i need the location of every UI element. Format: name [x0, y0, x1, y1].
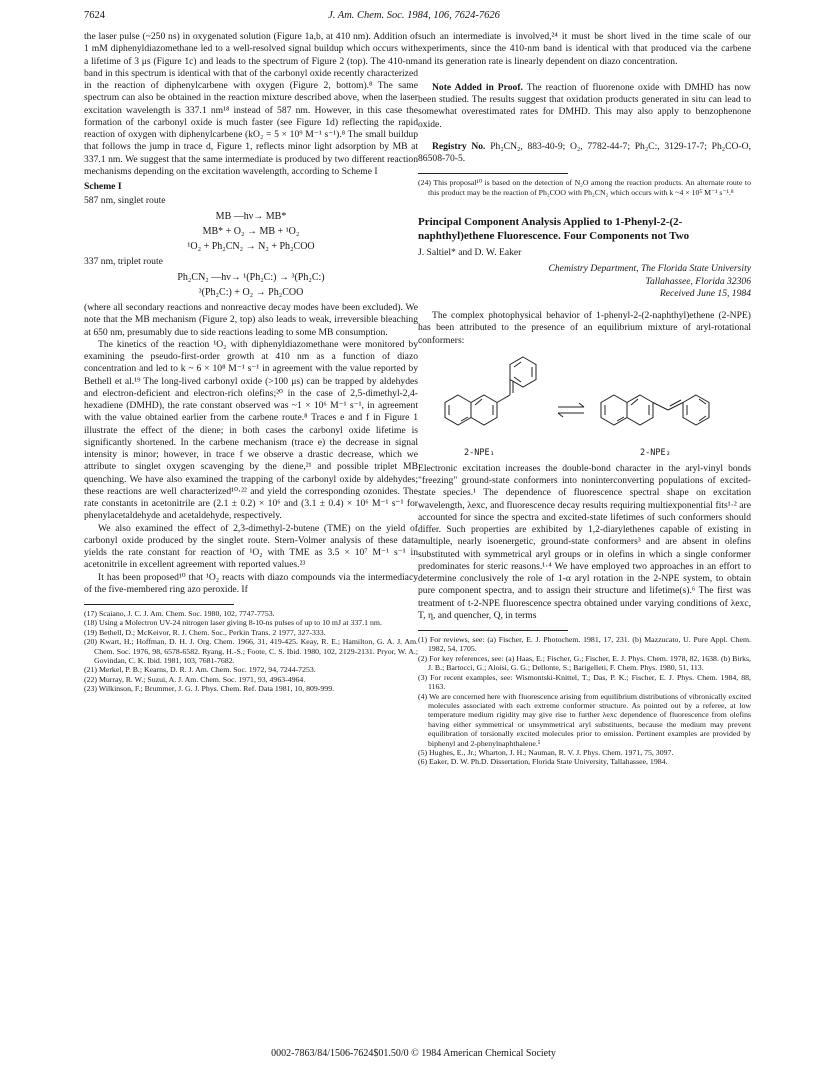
footnote: (21) Merkel, P. B.; Kearns, D. R. J. Am. Chem. Soc. 1972, 94, 7244-7253. — [84, 665, 316, 675]
footnote: (22) Murray, R. W.; Suzui, A. J. Am. Chem. Soc. 1971, 93, 4963-4964. — [84, 674, 306, 684]
paragraph: the laser pulse (~250 ns) in oxygenated solution (Figure 1a,b, at 410 nm). Addition of 1 mM diphenyldiazomethane led to a well-resolved signal buildup which occurs with a lifetime of 3 μs (Figure 1c) and leads to the spectrum of Figure 2 (top). The 410-nm band in this spectrum is identical with that of the carbonyl oxide recently characterized in the reaction of diphenylcarbene with oxygen (Figure 2, bottom).⁸ The same spectrum can also be obtained in the reaction mixture described above, when the laser excitation wavelength is 337.1 nm¹⁸ instead of 587 nm. However, in this case the formation of the carbonyl oxide is much faster (see Figure 1d) reflecting the rapid reaction of oxygen with diphenylcarbene (kO₂ = 5 × 10⁹ M⁻¹ s⁻¹).⁸ The small buildup that follows the jump in trace d, Figure 1, reflects minor light adsorption by MB at 337.1 nm. We suggest that the same intermediate is produced by two different reaction mechanisms depending on the excitation wavelength, according to Scheme I — [84, 31, 418, 177]
received-date: Received June 15, 1984 — [659, 287, 751, 299]
footnote: (20) Kwart, H.; Hoffman, D. H. J. Org. Chem. 1966, 31, 419-425. Keay, R. E.; Hamilton, G. A. J. Am. Chem. Soc. 1976, 98, 6578-6582. Ryang, H.-S.; Foote, C. S. Ibid. 1980, 102, 2129-2131. Pryor, W. A.; Govindan, C. K. Ibid. 1981, 103, 7681-7682. — [84, 637, 418, 666]
footnote: (4) We are concerned here with fluorescence arising from equilibrium distributions of vibronically excited molecules associated with each extreme conformer structure. As pointed out by a referee, at low temperature medium rigidity may give rise to further λexc dependence of fluorescence from olefins having either symmetrical or unsymmetrical aryl substituents, because the medium may prevent equilibration of torsionally excited molecules prior to emission. Pertinent examples are provided by biphenyl and 2-phenylnaphthalene.⁵ — [418, 691, 751, 748]
footnote: (19) Bethell, D.; McKeivor, R. J. Chem. Soc., Perkin Trans. 2 1977, 327-333. — [84, 627, 326, 637]
footnote: (17) Scaiano, J. C. J. Am. Chem. Soc. 1980, 102, 7747-7753. — [84, 609, 275, 618]
footnotes-left — [84, 609, 418, 694]
paragraph: The kinetics of the reaction ¹O₂ with diphenyldiazomethane were monitored by examining the pseudo-first-order growth at 410 nm as a function of diazo concentration and led to k ~ 6 × 10⁸ M⁻¹ s⁻¹ in agreement with the value reported by Bethell et al.¹⁹ The long-lived carbonyl oxide (>100 μs) can be trapped by aldehydes and electron-deficient and electron-rich olefins;²⁰ in the case of 2,5-dimethyl-2,4-hexadiene (DMHD), the rate constant observed was ~1 × 10⁶ M⁻¹ s⁻¹, in agreement with the value obtained earlier from the carbene route.⁸ Traces e and f in Figure 1 illustrate the effect of the diene; in both cases the carbonyl oxide lifetime is significantly shortened. In the carbene mechanism (trace e) the decrease in signal intensity is minor; however, in trace f we observe a drastic decrease, which we attribute to singlet oxygen scavenging by the diene,²¹ and possible triplet MB quenching. We have also examined the trapping of the carbonyl oxide by aldehydes; these reactions are well characterized¹⁰·²² and yield the corresponding ozonides. The rate constants in acetonitrile are (2.1 ± 0.2) × 10⁶ and (3.1 ± 0.4) × 10⁶ M⁻¹ s⁻¹ for phenylacetaldehyde and acetaldehyde, respectively. — [84, 338, 418, 522]
paragraph: such an intermediate is involved,²⁴ it must be short lived in the time scale of our experiments, since the 410-nm band is identical with that produced via the carbene and its generation rate is linearly dependent on diazo concentration. — [418, 31, 751, 67]
authors: J. Saltiel* and D. W. Eaker — [418, 247, 522, 259]
footnote: (24) This proposal¹⁰ is based on the detection of N₂O among the reaction products. An alternate route to this product may be the reaction of Ph₂COO with Ph₂CN₂ which occurs with k ~4 × 10⁵ M⁻¹ s⁻¹.⁸ — [418, 178, 751, 197]
route-label: 337 nm, triplet route — [84, 256, 163, 268]
registry-title: Registry No. — [432, 140, 486, 152]
footnotes-right — [418, 635, 751, 767]
structure-label-npe2: 2-NPE₂ — [640, 447, 671, 458]
paragraph: (where all secondary reactions and nonreactive decay modes have been excluded). We note that the MB mechanism (Figure 2, top) also leads to weak, irreversible bleaching at 650 nm, presumably due to side reactions leading to some MB consumption. — [84, 302, 418, 338]
left-column — [84, 31, 418, 694]
conformer-structures — [418, 355, 751, 463]
copyright-footer: 0002-7863/84/1506-7624$01.50/0 © 1984 American Chemical Society — [271, 1048, 556, 1059]
registry-numbers — [418, 141, 751, 166]
paragraph: We also examined the effect of 2,3-dimethyl-2-butene (TME) on the yield of carbonyl oxide produced by the singlet route. Stern-Volmer analysis of these data yields the rate constant for reaction of ¹O₂ with TME as 3.5 × 10⁷ M⁻¹ s⁻¹ in acetonitrile in excellent agreement with reported values.²³ — [84, 522, 418, 571]
footnote: (1) For reviews, see: (a) Fischer, E. J. Photochem. 1981, 17, 231. (b) Mazzucato, U. Pure Appl. Chem. 1982, 54, 1705. — [418, 635, 751, 654]
footnote: (5) Hughes, E., Jr.; Wharton, J. H.; Nauman, R. V. J. Phys. Chem. 1971, 75, 3097. — [418, 747, 674, 757]
footnote: (23) Wilkinson, F.; Brummer, J. G. J. Phys. Chem. Ref. Data 1981, 10, 809-999. — [84, 684, 335, 694]
route-label: 587 nm, singlet route — [84, 195, 166, 207]
right-column — [418, 31, 751, 767]
equation: ¹O₂ + Ph₂CN₂ → N₂ + Ph₂COO — [187, 241, 315, 252]
equation: MB* + O₂ → MB + ¹O₂ — [202, 225, 300, 237]
affiliation-city: Tallahassee, Florida 32306 — [645, 275, 751, 287]
footnote-24 — [418, 178, 751, 197]
note-added-in-proof — [418, 82, 751, 131]
running-head — [84, 10, 744, 26]
journal-reference: J. Am. Chem. Soc. 1984, 106, 7624-7626 — [328, 10, 500, 21]
footnote-divider — [84, 604, 234, 605]
paragraph: Electronic excitation increases the double-bond character in the aryl-vinyl bonds "freezing" ground-state conformers into noninterconverting populations of excited-state species.¹ The dependence of fluorescence spectral shape on excitation wavelength, λexc, and fluorescence decay results requiring multiexponential fits¹·² are accounted for since the spectra and excited-state lifetimes of such conformers should differ. Such properties are exhibited by 1,2-diarylethenes capable of existing in multiple, nearly isoenergetic, ground-state conformers³ and are absent in olefins substituted with symmetrical aryl groups or in olefins in which a single conformer predominates for steric reasons.¹·⁴ We have employed two approaches in an effort to determine conclusively the role of 1-α aryl rotation in the 2-NPE system, to obtain pure component spectra, and to assign their structure and lifetime(s).⁶ The first was treatment of t-2-NPE fluorescence spectra obtained under varying conditions of λexc, T, η, and quencher, Q, in terms — [418, 462, 751, 621]
page-number: 7624 — [84, 10, 105, 21]
equation: ³(Ph₂C:) + O₂ → Ph₂COO — [198, 286, 304, 298]
affiliation: Chemistry Department, The Florida State University — [548, 263, 751, 275]
equation: Ph₂CN₂ —hν→ ¹(Ph₂C:) → ³(Ph₂C:) — [177, 271, 325, 283]
note-body: The reaction of fluorenone oxide with DMHD has now been studied. The results suggest that oxidation products generated in situ can lead to somewhat overestimated rates for DMHD. This may also apply to benzophenone oxide. — [418, 81, 751, 130]
footnote: (18) Using a Molectron UV-24 nitrogen laser giving 8-10-ns pulses of up to 10 mJ at 337.1 nm. — [84, 618, 382, 628]
paragraph: The complex photophysical behavior of 1-phenyl-2-(2-naphthyl)ethene (2-NPE) has been attributed to the presence of an equilibrium mixture of aryl-rotational conformers: — [418, 310, 751, 346]
footnote-divider — [418, 630, 568, 631]
equation: MB —hν→ MB* — [215, 210, 287, 222]
structure-label-npe1: 2-NPE₁ — [464, 447, 495, 458]
article-title: Principal Component Analysis Applied to 1-Phenyl-2-(2-naphthyl)ethene Fluorescence. Four Components not Two — [418, 216, 690, 243]
note-title: Note Added in Proof. — [432, 81, 523, 93]
footnote: (3) For recent examples, see: Wismontski-Knittel, T.; Das, P. K.; Fischer, E. J. Phys. Chem. 1984, 88, 1163. — [418, 672, 751, 692]
paragraph: It has been proposed¹⁰ that ¹O₂ reacts with diazo compounds via the intermediacy of the five-membered ring azo peroxide. If — [84, 571, 418, 595]
scheme-title: Scheme I — [84, 181, 122, 192]
footnote: (2) For key references, see: (a) Haas, E.; Fischer, G.; Fischer, E. J. Phys. Chem. 1978, 82, 1638. (b) Birks, J. B.; Bartocci, G.; Aloisi, G. G.; Dellonte, S.; Barigelleti, F. Chem. Phys. 1980, 51, 113. — [418, 653, 751, 673]
registry-body: Ph₂CN₂, 883-40-9; O₂, 7782-44-7; Ph₂C:, 3129-17-7; Ph₂CO-O, 86508-70-5. — [418, 140, 752, 164]
footnote-divider — [418, 173, 568, 174]
footnote: (6) Eaker, D. W. Ph.D. Dissertation, Florida State University, Tallahassee, 1984. — [418, 757, 668, 767]
